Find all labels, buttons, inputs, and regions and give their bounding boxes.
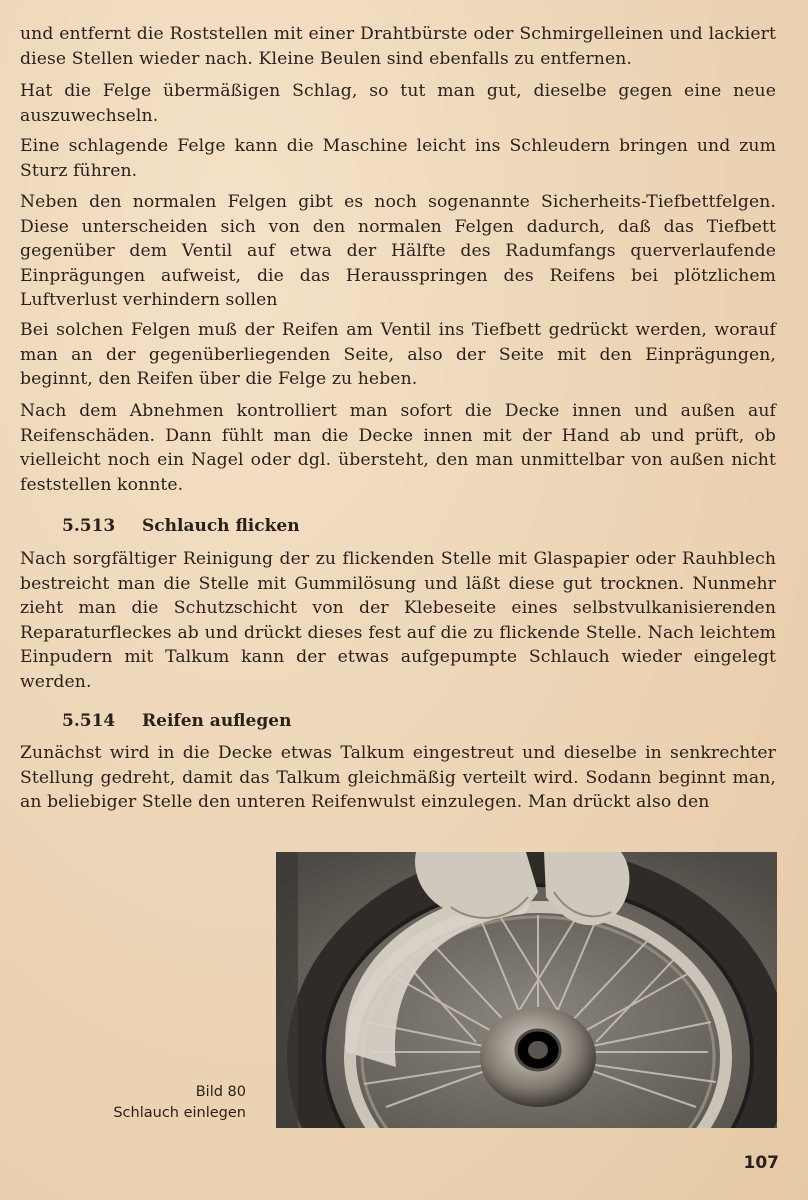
paragraph-rust-removal: und entfernt die Roststellen mit einer Drahtbürste oder Schmirgelleinen und lackiert diese Stellen wieder nach. Kleine Beulen sind ebenfalls zu entfernen. [20, 24, 776, 69]
paragraph-wobbling-rim: Eine schlagende Felge kann die Maschine leicht ins Schleudern bringen und zum Sturz führen. [20, 136, 776, 181]
figure-label: Bild 80 [195, 1084, 246, 1100]
section-number: 5.514 [62, 711, 116, 731]
paragraph-rim-runout: Hat die Felge übermäßigen Schlag, so tut man gut, dieselbe gegen eine neue auszuwechseln. [20, 81, 776, 126]
paragraph-valve-side: Bei solchen Felgen muß der Reifen am Ventil ins Tiefbett gedrückt werden, worauf man an der gegenüberliegenden Seite, also der Seite mit den Einprägungen, beginnt, den Reifen über die Felge zu heben. [20, 320, 776, 390]
figure-caption-text: Schlauch einlegen [113, 1105, 246, 1121]
section-heading-5513 [62, 516, 300, 536]
section-title: Schlauch flicken [142, 516, 300, 536]
figure-caption [113, 1082, 246, 1124]
section-title: Reifen auflegen [142, 711, 292, 731]
wheel-photo [276, 852, 777, 1128]
spoked-wheel-illustration [276, 852, 777, 1128]
section-number: 5.513 [62, 516, 116, 536]
section-heading-5514 [62, 711, 291, 731]
paragraph-mount-tire: Zunächst wird in die Decke etwas Talkum eingestreut und dieselbe in senkrechter Stellung gedreht, damit das Talkum gleichmäßig verteilt wird. Sodann beginnt man, an beliebiger Stelle den unteren Reifenwulst einzulegen. Man drückt also den [20, 743, 776, 813]
paragraph-safety-rims: Neben den normalen Felgen gibt es noch sogenannte Sicherheits-Tiefbettfelgen. Diese unterscheiden sich von den normalen Felgen dadurch, daß das Tiefbett gegenüber dem Ventil auf etwa der Hälfte des Radumfangs querverlaufende Einprägungen aufweist, die das Herausspringen des Reifens bei plötzlichem Luftverlust verhindern sollen [20, 192, 776, 311]
paragraph-inspection: Nach dem Abnehmen kontrolliert man sofort die Decke innen und außen auf Reifenschäden. Dann fühlt man die Decke innen mit der Hand ab und prüft, ob vielleicht noch ein Nagel oder dgl. übersteht, den man unmittelbar von außen nicht feststellen konnte. [20, 401, 776, 495]
page-number: 107 [743, 1153, 779, 1173]
paragraph-patch-tube: Nach sorgfältiger Reinigung der zu flickenden Stelle mit Glaspapier oder Rauhblech bestreicht man die Stelle mit Gummilösung und läßt diese gut trocknen. Nunmehr zieht man die Schutzschicht von der Klebeseite eines selbstvulkanisierenden Reparaturfleckes ab und drückt dieses fest auf die zu flickende Stelle. Nach leichtem Einpudern mit Talkum kann der etwas aufgepumpte Schlauch wieder eingelegt werden. [20, 549, 776, 692]
